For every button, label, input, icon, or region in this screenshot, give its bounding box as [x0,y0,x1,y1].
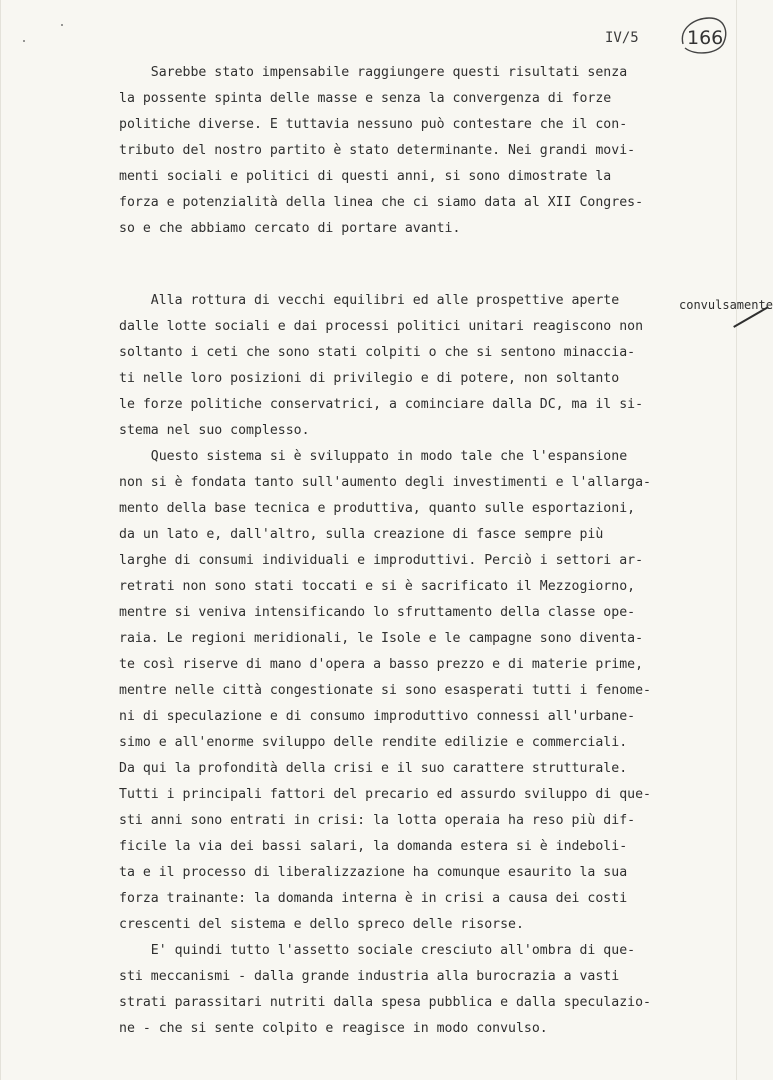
text-line: E' quindi tutto l'assetto sociale cresciuto all'ombra di que- [119,943,636,958]
text-line: le forze politiche conservatrici, a cominciare dalla DC, ma il si- [119,397,644,412]
text-line: tributo del nostro partito è stato determinante. Nei grandi movi- [119,143,636,158]
text-line: Da qui la profondità della crisi e il suo carattere strutturale. [119,761,628,776]
text-line: retrati non sono stati toccati e si è sacrificato il Mezzogiorno, [119,579,636,594]
text-line: mentre si veniva intensificando lo sfruttamento della classe ope- [119,605,636,620]
text-line: ni di speculazione e di consumo improduttivo connessi all'urbane- [119,709,636,724]
text-line: soltanto i ceti che sono stati colpiti o che si sentono minaccia- [119,345,636,360]
text-line: politiche diverse. E tuttavia nessuno può contestare che il con- [119,117,628,132]
text-line: sti meccanismi - dalla grande industria alla burocrazia a vasti [119,969,620,984]
handwritten-page-number-stamp [677,14,729,56]
text-line: simo e all'enorme sviluppo delle rendite edilizie e commerciali. [119,735,628,750]
paragraph-1 [119,60,719,242]
text-line: ta e il processo di liberalizzazione ha comunque esaurito la sua [119,865,628,880]
stamp-number: 166 [687,27,724,49]
text-line: mento della base tecnica e produttiva, quanto sulle esportazioni, [119,501,636,516]
text-line: so e che abbiamo cercato di portare avanti. [119,221,461,236]
text-line: crescenti del sistema e dello spreco delle risorse. [119,917,524,932]
text-line: la possente spinta delle masse e senza la convergenza di forze [119,91,612,106]
text-line: da un lato e, dall'altro, sulla creazione di fasce sempre più [119,527,604,542]
text-line: stema nel suo complesso. [119,423,310,438]
text-line: menti sociali e politici di questi anni, si sono dimostrate la [119,169,612,184]
text-line: te così riserve di mano d'opera a basso prezzo e di materie prime, [119,657,644,672]
text-line: mentre nelle città congestionate si sono esasperati tutti i fenome- [119,683,651,698]
text-line: ne - che si sente colpito e reagisce in modo convulso. [119,1021,548,1036]
text-line: Questo sistema si è sviluppato in modo tale che l'espansione [119,449,628,464]
handwritten-insertion: convulsamente [679,298,773,312]
text-line: ficile la via dei bassi salari, la domanda estera si è indeboli- [119,839,628,854]
scan-speck [23,40,25,42]
paragraph-2 [119,288,773,1042]
text-line: larghe di consumi individuali e improduttivi. Perciò i settori ar- [119,553,644,568]
text-line: Tutti i principali fattori del precario ed assurdo sviluppo di que- [119,787,651,802]
text-line: sti anni sono entrati in crisi: la lotta operaia ha reso più dif- [119,813,636,828]
text-line: strati parassitari nutriti dalla spesa pubblica e dalla speculazio- [119,995,651,1010]
scan-speck [61,24,63,26]
text-line: Sarebbe stato impensabile raggiungere questi risultati senza [119,65,628,80]
text-line: forza e potenzialità della linea che ci siamo data al XII Congres- [119,195,644,210]
text-line: dalle lotte sociali e dai processi politici unitari reagiscono non [119,319,644,334]
text-line: ti nelle loro posizioni di privilegio e di potere, non soltanto [119,371,620,386]
page-reference: IV/5 [605,30,639,46]
text-line: forza trainante: la domanda interna è in crisi a causa dei costi [119,891,628,906]
text-line: Alla rottura di vecchi equilibri ed alle prospettive aperte [119,293,620,308]
text-line: raia. Le regioni meridionali, le Isole e le campagne sono diventa- [119,631,644,646]
text-line: non si è fondata tanto sull'aumento degli investimenti e l'allarga- [119,475,651,490]
